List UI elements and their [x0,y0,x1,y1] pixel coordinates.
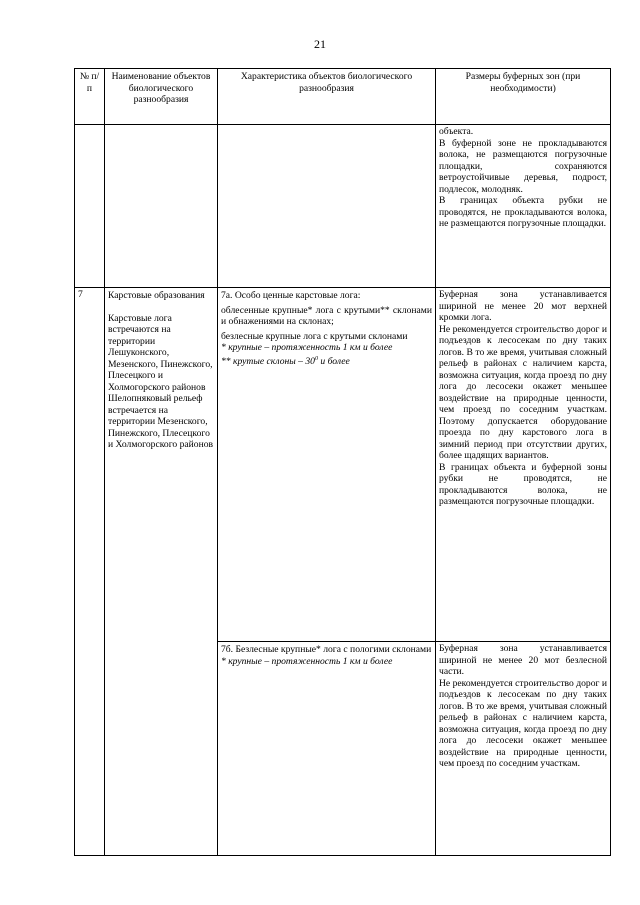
row7a-note2-suffix: и более [317,355,350,367]
row7-name-cell [105,288,218,856]
header-buffer: Размеры буферных зон (при необходимости) [436,69,611,125]
row7b-buffer-cell [436,642,611,856]
cont-buffer-text-2: В буферной зоне не прокладываются волока, не размещаются погрузочные площадки, сохраняются ветроустойчивые деревья, подрост, подлесок, молодняк. [439,137,607,195]
row7-num: 7 [75,288,105,856]
page-number: 21 [314,37,326,51]
table-row-7a [75,288,611,642]
cont-char-cell [218,125,436,288]
row7a-buffer-cell [436,288,611,642]
row7a-note2-degree: 0 [314,355,318,362]
row7a-buffer-3: В границах объекта и буферной зоны рубки не проводятся, не прокладываются волока, не размещаются погрузочные площадки. [439,461,607,507]
cont-num-cell [75,125,105,288]
header-characteristic: Характеристика объектов биологического разнообразия [218,69,436,125]
row7a-line2: безлесные крупные лога с крутыми склонами [221,330,408,342]
row7-name-title: Карстовые образования [108,290,205,301]
cont-buffer-text-3: В границах объекта рубки не проводятся, не прокладываются волока, не размещаются погрузочные площадки. [439,195,607,229]
row7-name-desc: Карстовые лога встречаются на территории Лешуконского, Мезенского, Пинежского, Плесецкого и Холмогорского районов [108,312,213,393]
table-header-row [75,69,611,125]
row7b-buffer-2: Не рекомендуется строительство дорог и подъездов к лесосекам по дну таких логов. В то же время, учитывая сложный рельеф в районах с наличием карста, возможна ситуация, когда проезд по дну лога до лесосеки окажет меньшее воздействие на природные ценности, чем проезд по соседним участкам. [439,677,607,769]
row7a-note2 [221,354,432,368]
row7b-buffer-1: Буферная зона устанавливается шириной не менее 20 мот безлесной части. [439,643,607,677]
row7a-line1: облесенные крупные* лога с крутыми** склонами и обнажениями на склонах; [221,304,432,327]
cont-buffer-text-1: объекта. [439,126,474,137]
row7a-note2-prefix: ** крутые склоны – 30 [221,355,315,367]
row7b-title: 7б. Безлесные крупные* лога с пологими склонами [221,644,432,655]
table-row-continuation [75,125,611,288]
biodiversity-table [74,68,611,856]
row7a-note1: * крупные – протяженность 1 км и более [221,342,393,353]
header-num: № п/п [75,69,105,125]
row7a-buffer-1: Буферная зона устанавливается шириной не менее 20 мот верхней кромки лога. [439,289,607,323]
cont-buffer-cell [436,125,611,288]
row7b-note1: * крупные – протяженность 1 км и более [221,655,393,667]
row7b-char-cell [218,642,436,856]
row7a-title: 7а. Особо ценные карстовые лога: [221,290,361,301]
header-name: Наименование объектов биологического разнообразия [105,69,218,125]
row7a-buffer-2: Не рекомендуется строительство дорог и подъездов к лесосекам по дну таких логов. В то же время, учитывая сложный рельеф в районах с наличием карста, возможна ситуация, когда проезд по дну лога до лесосеки окажет меньшее воздействие на природные ценности, чем проезд по соседним участкам. Поэтому допускается оборудование проезда по дну карстового лога в зимний период при отсутствии других, более щадящих вариантов. [439,323,607,461]
cont-name-cell [105,125,218,288]
row7a-char-cell [218,288,436,642]
row7-name-desc2: Шелопняковый рельеф встречается на территории Мезенского, Пинежского, Плесецкого и Холмогорского районов [108,393,214,450]
